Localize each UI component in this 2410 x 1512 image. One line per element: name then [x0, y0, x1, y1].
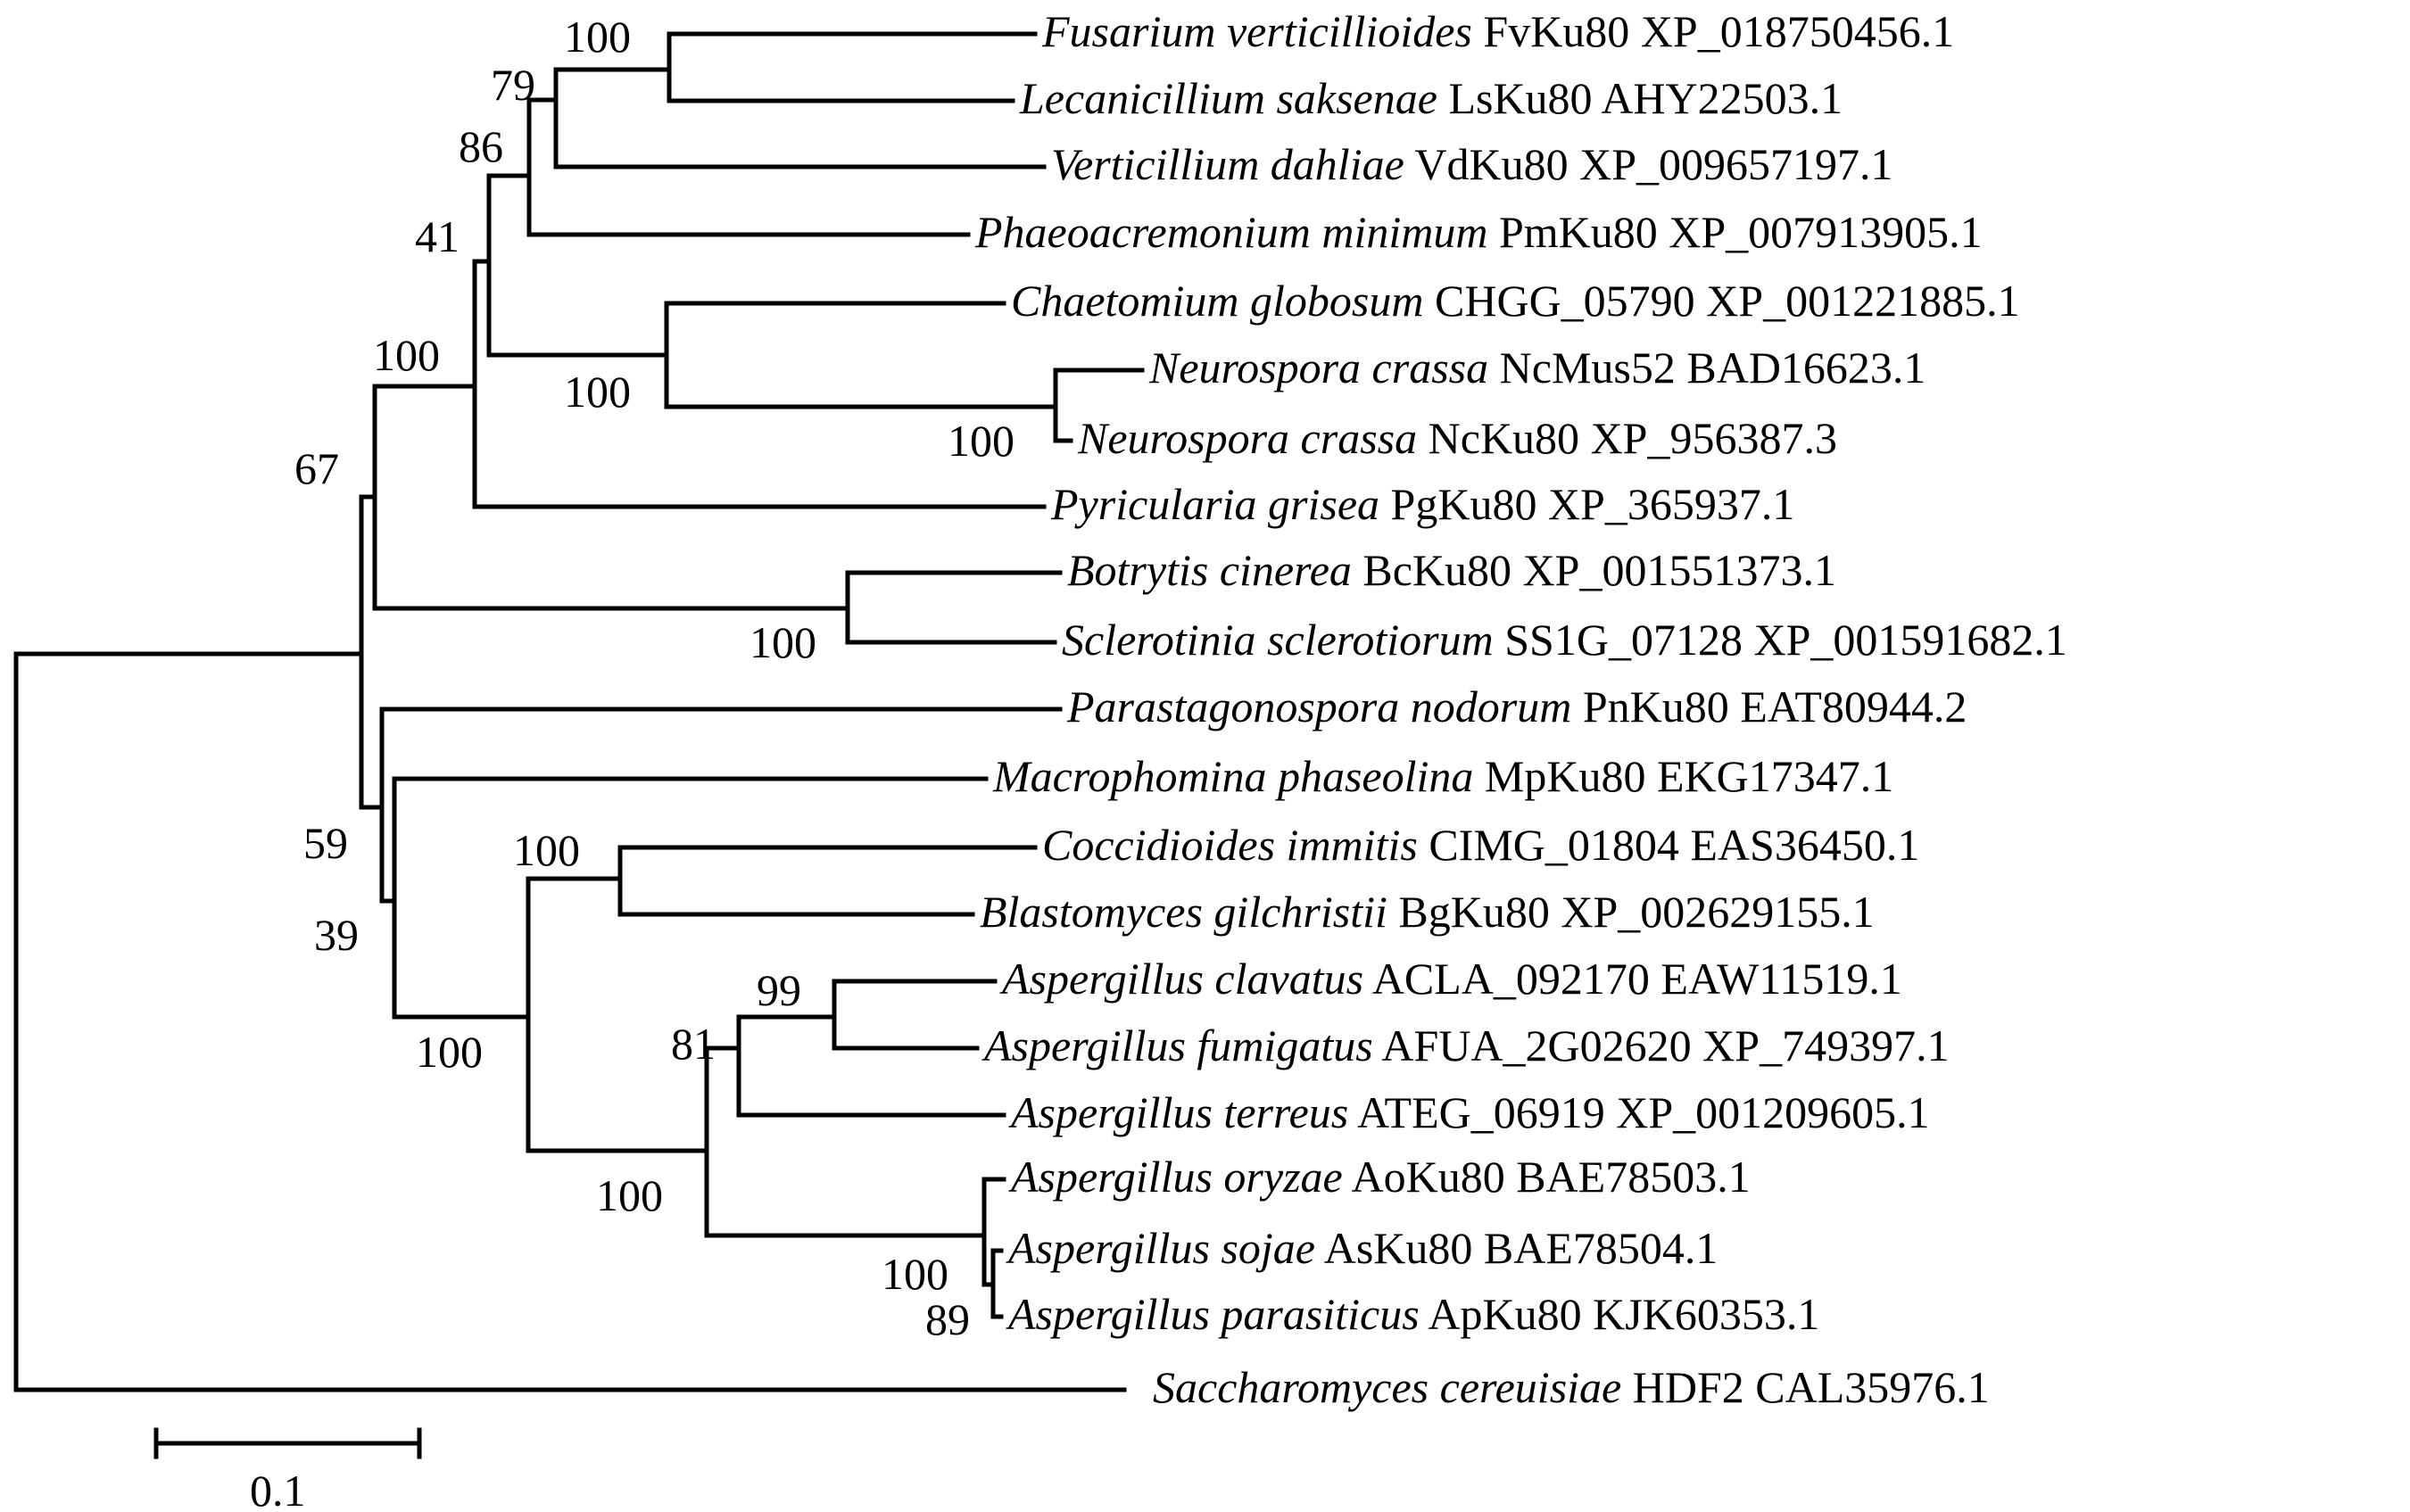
taxon-accession: EAT80944.2 [1740, 682, 1967, 731]
taxon-accession: BAD16623.1 [1686, 343, 1926, 392]
taxon-label [1006, 1289, 1819, 1339]
taxon-species: Aspergillus parasiticus [1008, 1289, 1420, 1339]
bootstrap-value: 39 [314, 910, 359, 960]
taxon-gene: PgKu80 [1390, 479, 1537, 529]
taxon-gene: SS1G_07128 [1504, 615, 1743, 665]
taxon-accession: XP_018750456.1 [1640, 6, 1955, 56]
taxon-species: Botrytis cinerea [1067, 545, 1352, 595]
taxon-label [1066, 682, 1967, 731]
taxon-species: Phaeoacremonium minimum [975, 207, 1488, 257]
taxon-accession: XP_001591682.1 [1753, 615, 2067, 665]
taxon-species: Aspergillus clavatus [1002, 954, 1364, 1004]
bootstrap-value: 86 [459, 121, 503, 171]
taxon-label [980, 887, 1875, 937]
taxon-label [1050, 479, 1794, 529]
taxon-species: Verticillium dahliae [1051, 139, 1404, 189]
taxon-accession: XP_956387.3 [1590, 413, 1837, 463]
taxon-species: Blastomyces gilchristii [980, 887, 1387, 937]
taxon-species: Sclerotinia sclerotiorum [1062, 615, 1494, 665]
taxon-label [974, 207, 1983, 257]
taxon-accession: XP_007913905.1 [1669, 207, 1983, 257]
taxon-label [1148, 343, 1926, 392]
taxon-accession: XP_001221885.1 [1706, 276, 2020, 326]
taxon-species: Macrophomina phaseolina [993, 751, 1474, 801]
taxon-accession: XP_365937.1 [1547, 479, 1795, 529]
taxon-label [992, 751, 1893, 801]
taxon-gene: ATEG_06919 [1356, 1087, 1605, 1137]
bootstrap-value: 89 [925, 1294, 970, 1344]
taxon-label [999, 954, 1902, 1004]
taxon-accession: AHY22503.1 [1601, 73, 1843, 123]
taxon-accession: BAE78503.1 [1516, 1152, 1751, 1202]
taxon-accession: BAE78504.1 [1483, 1223, 1718, 1273]
taxon-gene: CIMG_01804 [1429, 820, 1679, 870]
taxon-label [1011, 276, 2020, 326]
bootstrap-labels [294, 12, 1015, 1344]
taxon-label [1008, 1087, 1930, 1137]
taxon-species: Aspergillus sojae [1008, 1223, 1315, 1273]
taxon-gene: LsKu80 [1448, 73, 1593, 123]
taxon-gene: AsKu80 [1323, 1223, 1473, 1273]
taxon-gene: NcKu80 [1428, 413, 1580, 463]
bootstrap-value: 100 [564, 12, 631, 62]
taxon-species: Aspergillus terreus [1011, 1087, 1349, 1137]
scale-bar-label: 0.1 [250, 1466, 306, 1512]
bootstrap-value: 100 [948, 416, 1015, 466]
bootstrap-value: 100 [750, 617, 816, 667]
taxon-gene: VdKu80 [1414, 139, 1569, 189]
taxon-gene: PnKu80 [1582, 682, 1729, 731]
bootstrap-value: 67 [294, 443, 339, 493]
bootstrap-value: 99 [757, 965, 801, 1015]
taxon-label [1153, 1362, 1990, 1412]
taxon-gene: MpKu80 [1484, 751, 1646, 801]
taxon-gene: AoKu80 [1351, 1152, 1505, 1202]
taxon-label [1067, 545, 1836, 595]
taxon-labels [974, 6, 2067, 1412]
taxon-label [1008, 1152, 1751, 1202]
taxon-gene: ACLA_092170 [1371, 954, 1650, 1004]
taxon-species: Aspergillus fumigatus [984, 1020, 1373, 1070]
taxon-species: Neurospora crassa [1078, 413, 1418, 463]
taxon-label [1062, 615, 2067, 665]
bootstrap-value: 59 [303, 818, 348, 868]
bootstrap-value: 100 [882, 1249, 948, 1299]
taxon-accession: XP_009657197.1 [1579, 139, 1893, 189]
bootstrap-value: 79 [491, 60, 535, 110]
taxon-label [1041, 6, 1954, 56]
taxon-accession: EAW11519.1 [1660, 954, 1902, 1004]
taxon-species: Neurospora crassa [1149, 343, 1489, 392]
taxon-gene: HDF2 [1632, 1362, 1744, 1412]
taxon-label [1006, 1223, 1718, 1273]
taxon-gene: ApKu80 [1428, 1289, 1582, 1339]
taxon-species: Saccharomyces cereuisiae [1153, 1362, 1622, 1412]
taxon-accession: KJK60353.1 [1593, 1289, 1820, 1339]
taxon-accession: EKG17347.1 [1656, 751, 1894, 801]
bootstrap-value: 100 [416, 1027, 483, 1077]
taxon-gene: BgKu80 [1398, 887, 1550, 937]
taxon-accession: XP_001551373.1 [1522, 545, 1836, 595]
taxon-gene: PmKu80 [1498, 207, 1658, 257]
taxon-label [981, 1020, 1950, 1070]
taxon-gene: BcKu80 [1362, 545, 1512, 595]
taxon-accession: XP_001209605.1 [1616, 1087, 1930, 1137]
taxon-species: Pyricularia grisea [1051, 479, 1380, 529]
taxon-accession: XP_749397.1 [1702, 1020, 1950, 1070]
bootstrap-value: 41 [415, 211, 460, 261]
bootstrap-value: 100 [564, 367, 631, 417]
scale-bar-line [156, 1430, 419, 1457]
bootstrap-value: 100 [373, 330, 440, 380]
bootstrap-value: 100 [513, 825, 580, 875]
taxon-gene: FvKu80 [1483, 6, 1630, 56]
taxon-label [1019, 73, 1843, 123]
bootstrap-value: 100 [596, 1170, 663, 1220]
bootstrap-value: 81 [671, 1019, 716, 1069]
taxon-label [1051, 139, 1893, 189]
scale-bar [156, 1430, 419, 1512]
taxon-species: Coccidioides immitis [1042, 820, 1418, 870]
taxon-species: Aspergillus oryzae [1011, 1152, 1343, 1202]
taxon-species: Lecanicillium saksenae [1020, 73, 1437, 123]
taxon-species: Parastagonospora nodorum [1067, 682, 1572, 731]
tree-branches [16, 34, 1142, 1390]
taxon-accession: CAL35976.1 [1755, 1362, 1990, 1412]
taxon-gene: AFUA_2G02620 [1381, 1020, 1692, 1070]
taxon-gene: CHGG_05790 [1435, 276, 1695, 326]
taxon-species: Chaetomium globosum [1011, 276, 1424, 326]
taxon-label [1042, 820, 1919, 870]
taxon-accession: EAS36450.1 [1690, 820, 1920, 870]
taxon-species: Fusarium verticillioides [1042, 6, 1472, 56]
taxon-gene: NcMus52 [1499, 343, 1676, 392]
taxon-accession: XP_002629155.1 [1561, 887, 1875, 937]
taxon-label [1077, 413, 1837, 463]
